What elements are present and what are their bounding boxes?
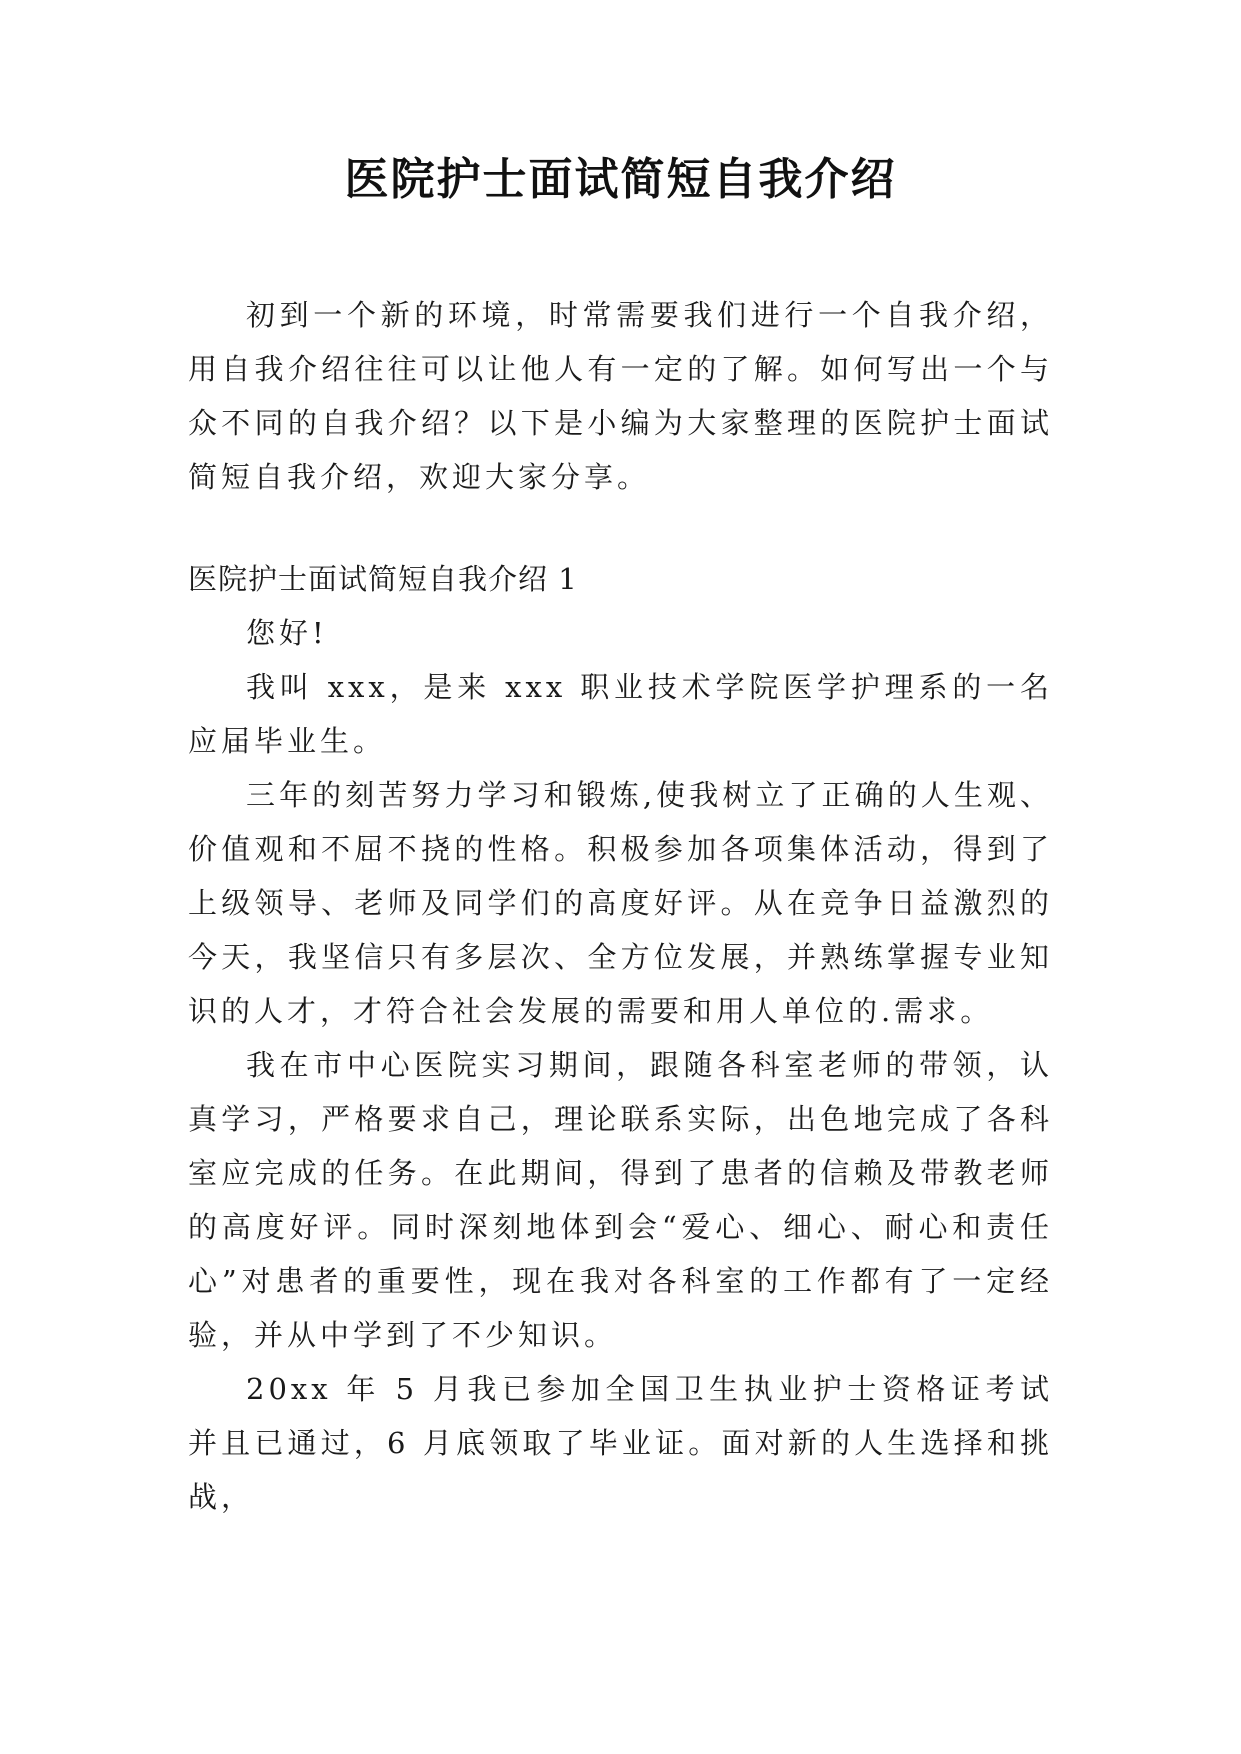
document-title: 医院护士面试简短自我介绍 xyxy=(344,154,897,205)
paragraph-name: 我叫 xxx，是来 xxx 职业技术学院医学护理系的一名应届毕业生。 xyxy=(188,670,1053,758)
paragraph-study: 三年的刻苦努力学习和锻炼,使我树立了正确的人生观、价值观和不屈不挠的性格。积极参加各项集体活动，得到了上级领导、老师及同学们的高度好评。从在竞争日益激烈的今天，我坚信只有多层次、全方位发展，并熟练掌握专业知识的人才，才符合社会发展的需要和用人单位的.需求。 xyxy=(188,778,1053,1028)
paragraph-greeting: 您好! xyxy=(246,616,328,650)
paragraph-certificate: 20xx 年 5 月我已参加全国卫生执业护士资格证考试并且已通过，6 月底领取了毕业证。面对新的人生选择和挑战， xyxy=(188,1372,1053,1514)
intro-paragraph: 初到一个新的环境，时常需要我们进行一个自我介绍，用自我介绍往往可以让他人有一定的了解。如何写出一个与众不同的自我介绍？以下是小编为大家整理的医院护士面试简短自我介绍，欢迎大家分享。 xyxy=(188,298,1053,494)
paragraph-internship: 我在市中心医院实习期间，跟随各科室老师的带领，认真学习，严格要求自己，理论联系实际，出色地完成了各科室应完成的任务。在此期间，得到了患者的信赖及带教老师的高度好评。同时深刻地体到会“爱心、细心、耐心和责任心”对患者的重要性，现在我对各科室的工作都有了一定经验，并从中学到了不少知识。 xyxy=(188,1048,1053,1352)
document-body xyxy=(188,288,1053,1524)
section-heading: 医院护士面试简短自我介绍 1 xyxy=(188,562,578,596)
